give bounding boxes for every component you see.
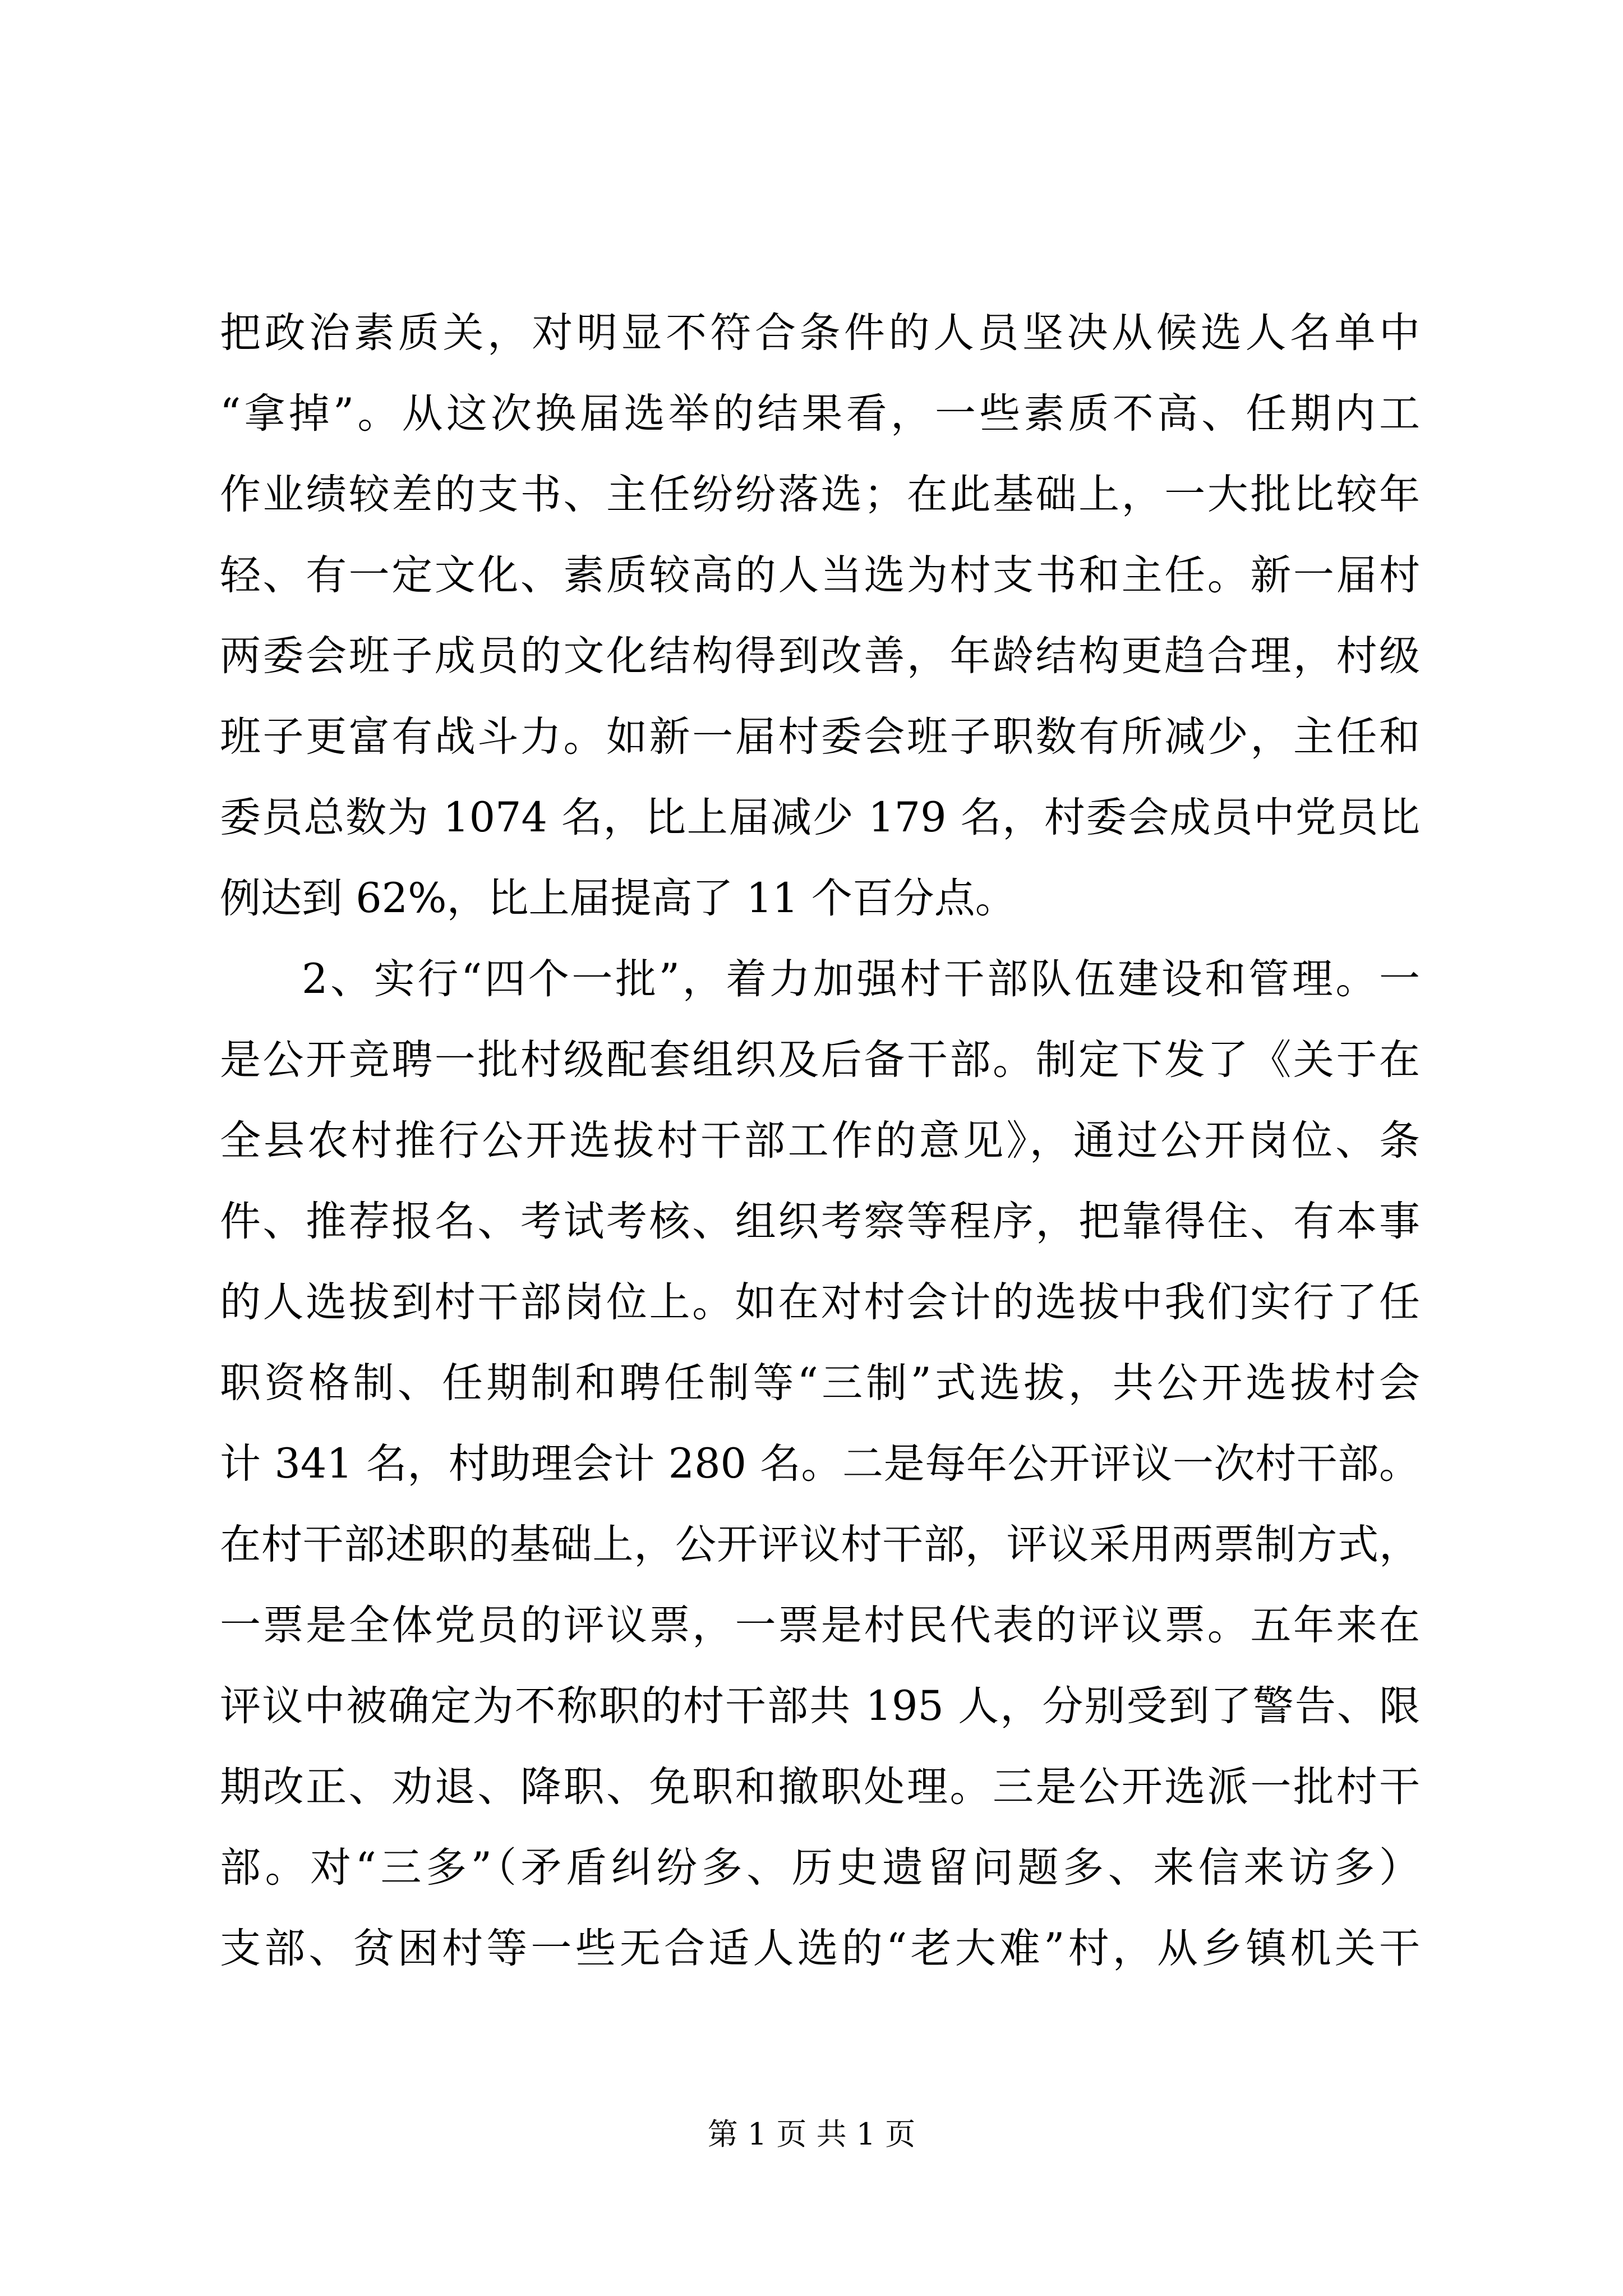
text-line: 委员总数为 1074 名，比上届减少 179 名，村委会成员中党员比 <box>220 794 1420 841</box>
text-line: 两委会班子成员的文化结构得到改善，年龄结构更趋合理，村级 <box>220 632 1420 680</box>
text-line: 支部、贫困村等一些无合适人选的“老大难”村，从乡镇机关干 <box>220 1925 1420 1972</box>
text-line: 计 341 名，村助理会计 280 名。二是每年公开评议一次村干部。 <box>220 1440 1420 1488</box>
text-line: 把政治素质关，对明显不符合条件的人员坚决从候选人名单中 <box>220 309 1420 357</box>
paragraph-first-line: 2、实行“四个一批”，着力加强村干部队伍建设和管理。一 <box>302 955 1420 1003</box>
text-line: 在村干部述职的基础上，公开评议村干部，评议采用两票制方式， <box>220 1521 1420 1568</box>
text-line: 全县农村推行公开选拔村干部工作的意见》，通过公开岗位、条 <box>220 1117 1420 1165</box>
text-line: 的人选拔到村干部岗位上。如在对村会计的选拔中我们实行了任 <box>220 1278 1420 1326</box>
page-number-label: 第 1 页 共 1 页 <box>707 2116 916 2152</box>
text-line: 作业绩较差的支书、主任纷纷落选；在此基础上，一大批比较年 <box>220 471 1420 518</box>
text-line: 一票是全体党员的评议票，一票是村民代表的评议票。五年来在 <box>220 1602 1420 1649</box>
text-line: 件、推荐报名、考试考核、组织考察等程序，把靠得住、有本事 <box>220 1198 1420 1245</box>
text-line: 班子更富有战斗力。如新一届村委会班子职数有所减少，主任和 <box>220 713 1420 761</box>
body-text <box>220 293 1420 1989</box>
page-footer <box>0 2115 1623 2154</box>
text-line: 部。对“三多”（矛盾纠纷多、历史遗留问题多、来信来访多） <box>220 1844 1420 1892</box>
text-line: 轻、有一定文化、素质较高的人当选为村支书和主任。新一届村 <box>220 551 1420 599</box>
text-line: 职资格制、任期制和聘任制等“三制”式选拔，共公开选拔村会 <box>220 1359 1420 1407</box>
text-line: “拿掉”。从这次换届选举的结果看，一些素质不高、任期内工 <box>220 390 1420 438</box>
text-line: 评议中被确定为不称职的村干部共 195 人，分别受到了警告、限 <box>220 1682 1420 1730</box>
text-line: 期改正、劝退、降职、免职和撤职处理。三是公开选派一批村干 <box>220 1763 1420 1811</box>
text-line: 是公开竞聘一批村级配套组织及后备干部。制定下发了《关于在 <box>220 1036 1420 1084</box>
text-line: 例达到 62%，比上届提高了 11 个百分点。 <box>220 875 1016 922</box>
